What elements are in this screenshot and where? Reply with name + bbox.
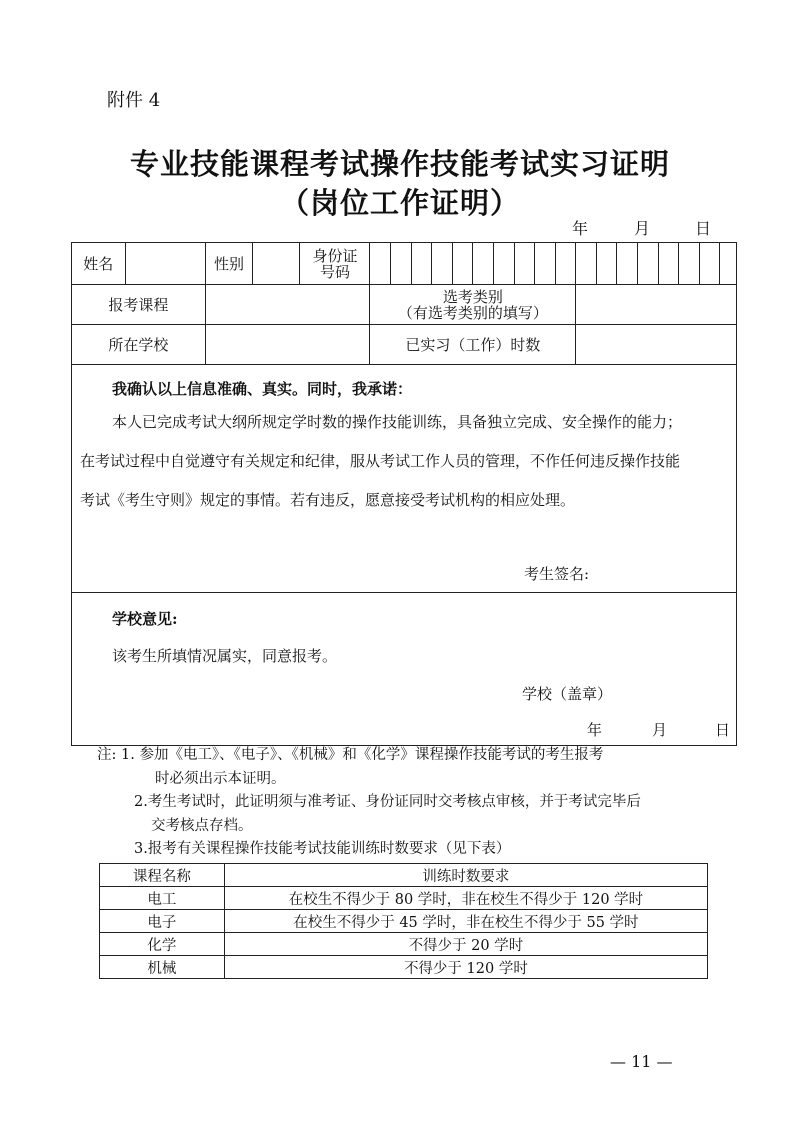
id-digit-box[interactable]	[638, 243, 659, 285]
page-number: — 11 —	[610, 1052, 673, 1071]
confirmation-paragraph-2: 在考试过程中自觉遵守有关规定和纪律，服从考试工作人员的管理，不作任何违反操作技能	[80, 452, 681, 470]
table-row	[100, 933, 708, 956]
school-opinion-heading: 学校意见:	[112, 610, 178, 628]
id-digit-box[interactable]	[514, 243, 535, 285]
course-field[interactable]	[205, 285, 370, 325]
id-digit-box[interactable]	[432, 243, 453, 285]
id-digit-box[interactable]	[555, 243, 576, 285]
name-label: 姓名	[72, 243, 126, 285]
notes-section	[97, 744, 641, 862]
id-label-line1: 身份证	[312, 246, 358, 265]
course-name-cell: 机械	[100, 956, 225, 979]
hours-requirement-cell: 不得少于 120 学时	[224, 956, 707, 979]
id-digit-box[interactable]	[473, 243, 494, 285]
school-opinion-text: 该考生所填情况属实，同意报考。	[112, 647, 338, 665]
course-name-cell: 电子	[100, 910, 225, 933]
id-digit-box[interactable]	[391, 243, 412, 285]
hours-label: 已实习（工作）时数	[370, 325, 576, 365]
course-name-cell: 电工	[100, 887, 225, 910]
candidate-signature-label: 考生签名:	[524, 565, 590, 583]
training-hours-table	[99, 863, 708, 979]
note-1-line-1: 注: 1. 参加《电工》、《电子》、《机械》和《化学》课程操作技能考试的考生报考	[97, 747, 604, 763]
id-digit-box[interactable]	[370, 243, 391, 285]
id-digit-box[interactable]	[679, 243, 700, 285]
note-2-line-2: 交考核点存档。	[151, 817, 253, 834]
course-name-cell: 化学	[100, 933, 225, 956]
school-label: 所在学校	[72, 325, 206, 365]
candidate-confirmation-cell	[72, 365, 737, 593]
column-header-hours: 训练时数要求	[224, 864, 707, 887]
table-header-row	[100, 864, 708, 887]
school-seal-label: 学校（盖章）	[522, 685, 613, 703]
school-opinion-cell	[72, 593, 737, 746]
id-number-label	[300, 243, 370, 285]
id-digit-box[interactable]	[596, 243, 617, 285]
gender-label: 性别	[205, 243, 252, 285]
category-field[interactable]	[576, 285, 737, 325]
category-label-line2: （有选考类别的填写）	[397, 303, 548, 322]
annex-label: 附件 4	[107, 90, 161, 111]
hours-requirement-cell: 不得少于 20 学时	[224, 933, 707, 956]
date-day-label: 日	[715, 721, 731, 739]
confirmation-paragraph-1: 本人已完成考试大纲所规定学时数的操作技能训练，具备独立完成、安全操作的能力；	[112, 413, 683, 431]
gender-field[interactable]	[253, 243, 300, 285]
note-1-line-2: 时必须出示本证明。	[155, 770, 286, 787]
hours-field[interactable]	[576, 325, 737, 365]
note-3: 3.报考有关课程操作技能考试技能训练时数要求（见下表）	[134, 841, 511, 857]
date-month-label: 月	[652, 721, 668, 739]
document-subtitle: （岗位工作证明）	[279, 186, 520, 220]
certificate-form	[71, 242, 737, 746]
note-2-line-1: 2.考生考试时，此证明须与准考证、身份证同时交考核点审核，并于考试完毕后	[134, 794, 641, 810]
document-title: 专业技能课程考试操作技能考试实习证明	[129, 147, 670, 181]
id-label-line2: 号码	[319, 262, 350, 281]
table-row	[100, 910, 708, 933]
date-year-label: 年	[587, 721, 603, 739]
id-digit-box[interactable]	[720, 243, 737, 285]
hours-requirement-cell: 在校生不得少于 45 学时，非在校生不得少于 55 学时	[224, 910, 707, 933]
id-digit-box[interactable]	[576, 243, 597, 285]
date-year-label: 年	[572, 219, 589, 238]
id-digit-box[interactable]	[658, 243, 679, 285]
id-digit-box[interactable]	[617, 243, 638, 285]
school-field[interactable]	[205, 325, 370, 365]
id-digit-box[interactable]	[535, 243, 556, 285]
id-digit-box[interactable]	[493, 243, 514, 285]
table-row	[100, 887, 708, 910]
category-label	[370, 285, 576, 325]
date-month-label: 月	[634, 219, 651, 238]
course-label: 报考课程	[72, 285, 206, 325]
confirmation-heading: 我确认以上信息准确、真实。同时，我承诺：	[112, 380, 413, 398]
confirmation-paragraph-3: 考试《考生守则》规定的事情。若有违反，愿意接受考试机构的相应处理。	[80, 491, 576, 509]
table-row	[100, 956, 708, 979]
candidate-signature-field[interactable]	[602, 579, 702, 580]
hours-requirement-cell: 在校生不得少于 80 学时，非在校生不得少于 120 学时	[224, 887, 707, 910]
id-digit-box[interactable]	[452, 243, 473, 285]
category-label-line1: 选考类别	[442, 287, 503, 306]
id-digit-box[interactable]	[699, 243, 720, 285]
name-field[interactable]	[125, 243, 205, 285]
date-day-label: 日	[695, 219, 712, 238]
id-digit-box[interactable]	[411, 243, 432, 285]
column-header-course: 课程名称	[100, 864, 225, 887]
